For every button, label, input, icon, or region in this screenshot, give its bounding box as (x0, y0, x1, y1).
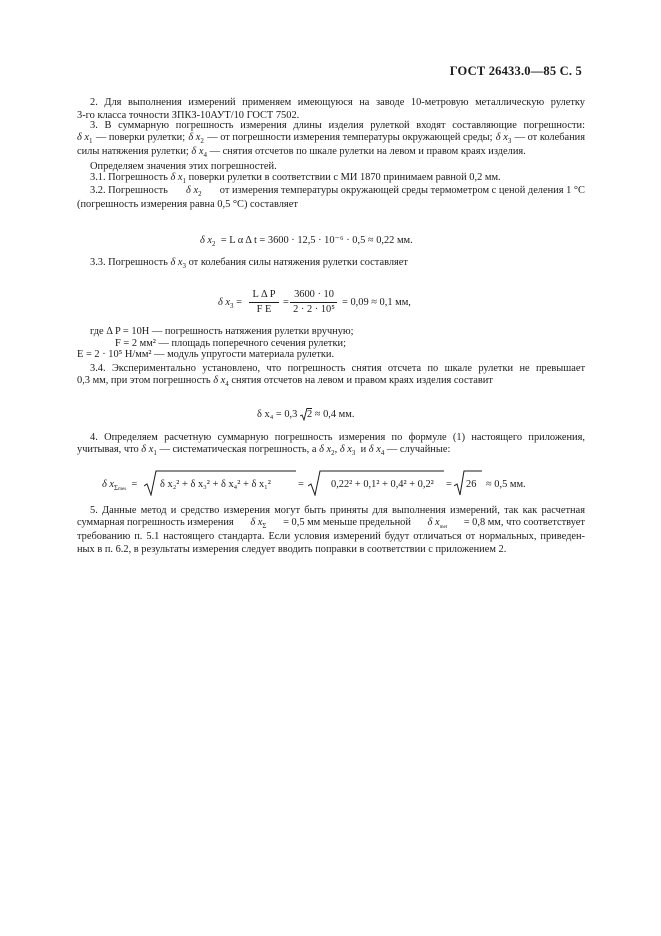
p33-part-a: 3.3. Погрешность (90, 257, 168, 268)
f3-den2: 2 · 2 · 10⁵ (293, 304, 335, 315)
fs-eq3: = (446, 479, 452, 490)
f3-bar2 (290, 302, 337, 303)
symbol-dxs: δ $x_\Sigma$ (250, 517, 267, 531)
formula-dx2 (200, 234, 413, 247)
paragraph-3-2-line-2: (погрешность измерения равна 0,5 °С) составляет (77, 199, 298, 210)
p5-part-b: = 0,5 мм меньше предельной (283, 517, 411, 528)
where-line-2: F = 2 мм² — площадь поперечного сечения рулетки; (115, 338, 346, 349)
paragraph-define: Определяем значения этих погрешностей. (90, 161, 277, 172)
symbol-dx4-c: δ $x_4$ (368, 444, 385, 458)
f4-left: δ x₄ = 0,3 (257, 409, 298, 420)
p3-part-d: силы натяжения рулетки; (77, 146, 189, 157)
page-header: ГОСТ 26433.0—85 С. 5 (449, 64, 582, 78)
f3-result: = 0,09 ≈ 0,1 мм, (342, 297, 411, 308)
f2-sub: 2 (212, 240, 216, 249)
paragraph-3-line-1: 3. В суммарную погрешность измерения длины изделия рулеткой входят составляющие погрешности: (90, 120, 585, 131)
formula-sum-left (102, 478, 137, 491)
paragraph-5-line-3: требованию п. 5.1 настоящего стандарта. Если условия измерений будут отличаться от нормальных, приведен- (77, 531, 585, 542)
paragraph-5-line-4: ных в п. 6.2, в результаты измерения следует вводить поправки в соответствии с приложением 2. (77, 544, 507, 555)
fs-sub: Σ (114, 484, 119, 493)
paragraph-2-line-2: 3-го класса точности ЗПКЗ-10АУТ/10 ГОСТ 7502. (77, 110, 300, 121)
symbol-dx2: δ $x_2$ (188, 132, 204, 146)
symbol-dx3: δ $x_3$ (495, 132, 512, 146)
fs-left: δ x (102, 479, 115, 490)
f4-sqrt (300, 409, 315, 420)
fs-result: ≈ 0,5 мм. (486, 479, 526, 490)
f3-num1: L Δ P (252, 289, 276, 300)
symbol-dx1-b: δ $x_1$ (170, 172, 187, 186)
symbol-dx3-c: δ $x_3$ (339, 444, 356, 458)
p4-part-a: учитывая, что (77, 444, 139, 455)
paragraph-5-line-2 (77, 516, 585, 529)
p4-part-d: — случайные: (386, 444, 451, 455)
f3-num2: 3600 · 10 (294, 289, 334, 300)
p5-part-a: суммарная погрешность измерения (77, 517, 234, 528)
p3-part-c: — от колебания (514, 132, 585, 143)
dxmet-text: δ x (427, 517, 440, 528)
paragraph-3-4-line-2 (77, 374, 493, 387)
formula-dx4 (257, 408, 354, 421)
f2-left: δ x (200, 235, 213, 246)
paragraph-4-line-1: 4. Определяем расчетную суммарную погрешность измерения по формуле (1) настоящего приложения, (90, 432, 585, 443)
where-line-3: E = 2 · 10⁵ Н/мм² — модуль упругости материала рулетки. (77, 349, 335, 360)
symbol-dx4-b: δ $x_4$ (213, 375, 229, 389)
p34-part-a: 0,3 мм, при этом погрешность (77, 375, 211, 386)
paragraph-5-line-1: 5. Данные метод и средство измерения могут быть приняты для выполнения измерений, так как расчетная (90, 505, 585, 516)
paragraph-3-2-line-1 (90, 184, 585, 197)
f3-sub: 3 (230, 302, 234, 311)
p32-part-a: 3.2. Погрешность (90, 185, 168, 196)
p4-part-c: и (360, 444, 367, 455)
f2-rhs: = L α Δ t = 3600 · 12,5 · 10⁻⁶ · 0,5 ≈ 0,22 мм. (220, 235, 413, 246)
p3-part-e: — снятия отсчетов по шкале рулетки на левом и правом краях изделия. (209, 146, 526, 157)
p31-part-b: поверки рулетки в соответствии с МИ 1870 принимаем равной 0,2 мм. (188, 172, 501, 183)
fs-root3: 26 (466, 479, 477, 490)
p33-part-b: от колебания силы натяжения рулетки составляет (188, 257, 408, 268)
f4-root: 2 (306, 409, 313, 420)
symbol-dx4: δ $x_4$ (191, 146, 207, 160)
sqrt-sign-icon (300, 408, 308, 421)
fs-eq: = (131, 479, 138, 490)
f3-den1: F E (256, 304, 272, 315)
symbol-dx1: δ $x_1$ (77, 132, 93, 146)
f4-result: ≈ 0,4 мм. (314, 409, 355, 420)
fs-root2: 0,22² + 0,1² + 0,4² + 0,2² (331, 479, 434, 490)
p34-part-b: снятия отсчетов на левом и правом краях изделия составит (231, 375, 493, 386)
f3-left: δ x (218, 297, 231, 308)
f3-eq2: = (283, 297, 289, 308)
p5-part-c: = 0,8 мм, что соответствует (463, 517, 585, 528)
fs-subsub: mes (118, 487, 127, 493)
symbol-dxmet (428, 516, 448, 529)
symbol-dx2-c: δ $x_2$, (319, 444, 338, 458)
fs-root1: δ x₂² + δ x₃² + δ x₄² + δ x₁² (160, 479, 271, 490)
f3-eq: = (236, 297, 243, 308)
p31-part-a: 3.1. Погрешность (90, 172, 168, 183)
met-sub: met (439, 525, 448, 531)
symbol-dx3-b: δ $x_3$ (170, 257, 187, 271)
f3-bar1 (249, 302, 279, 303)
paragraph-3-4-line-1: 3.4. Экспериментально установлено, что погрешность снятия отсчета по шкале рулетки не превышает (90, 363, 585, 374)
symbol-dx1-c: δ $x_1$ (141, 444, 157, 458)
p3-part-a: — поверки рулетки; (95, 132, 186, 143)
where-line-1: где Δ P = 10Н — погрешность натяжения рулетки вручную; (90, 326, 354, 337)
fs-eq2: = (298, 479, 304, 490)
symbol-dx2-b: δ $x_2$ (186, 185, 202, 199)
p4-part-b: — систематическая погрешность, а (159, 444, 317, 455)
p32-part-b: от измерения температуры окружающей среды термометром с ценой деления 1 °С (219, 185, 585, 196)
paragraph-4-line-2 (77, 443, 450, 456)
paragraph-3-line-3 (77, 145, 526, 158)
paragraph-2-line-1: 2. Для выполнения измерений применяем имеющуюся на заводе 10-метровую металлическую рулетку (90, 97, 585, 108)
paragraph-3-3 (90, 256, 408, 269)
formula-dx3-left (218, 296, 242, 309)
paragraph-3-line-2 (77, 131, 585, 144)
paragraph-3-1 (90, 171, 501, 184)
p3-part-b: — от погрешности измерения температуры окружающей среды; (207, 132, 493, 143)
